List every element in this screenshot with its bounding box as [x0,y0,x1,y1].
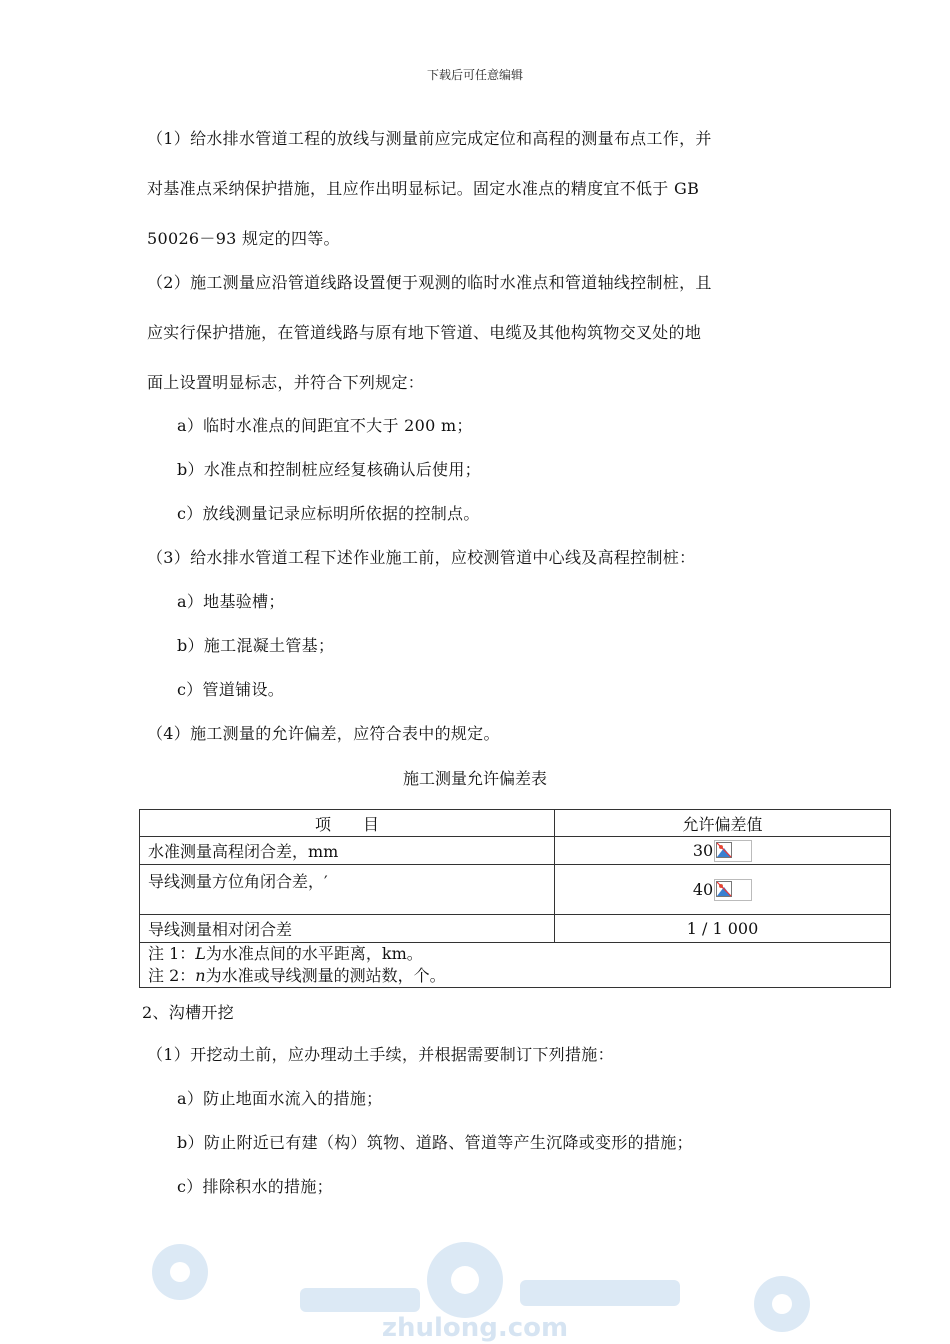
table-cell [555,865,891,915]
list-item: c）排除积水的措施； [177,1177,333,1196]
table-row [140,915,891,943]
note-variable: n [195,966,206,985]
table-caption: 施工测量允许偏差表 [402,769,547,788]
table-cell-value: 30 [692,841,714,860]
page-header: 下载后可任意编辑 [426,68,523,82]
note-text: 为水准或导线测量的测站数，个。 [205,966,446,985]
watermark-text: zhulong.com [381,1313,569,1343]
table-row [140,865,891,915]
table-notes [140,943,891,988]
paragraph-line: 应实行保护措施，在管道线路与原有地下管道、电缆及其他构筑物交叉处的地 [147,323,702,342]
table-cell: 水准测量高程闭合差，mm [140,837,555,865]
paragraph-line: （2）施工测量应沿管道线路设置便于观测的临时水准点和管道轴线控制桩，且 [147,273,712,292]
list-item: a）临时水准点的间距宜不大于 200 m； [177,416,473,435]
paragraph-line: 面上设置明显标志，并符合下列规定： [147,373,425,392]
paragraph-line: 50026－93 规定的四等。 [147,229,340,248]
note-variable: L [195,944,206,963]
paragraph-line: （3）给水排水管道工程下述作业施工前，应校测管道中心线及高程控制桩： [147,548,696,567]
column-header: 项 目 [140,810,555,837]
paragraph-line: （4）施工测量的允许偏差，应符合表中的规定。 [147,724,500,743]
table-cell: 导线测量相对闭合差 [140,915,555,943]
list-item: b）防止附近已有建（构）筑物、道路、管道等产生沉降或变形的措施； [177,1133,693,1152]
table-cell: 导线测量方位角闭合差，′ [140,865,555,915]
paragraph-line: （1）给水排水管道工程的放线与测量前应完成定位和高程的测量布点工作，并 [147,129,712,148]
table-notes-row [140,943,891,988]
list-item: b）水准点和控制桩应经复核确认后使用； [177,460,481,479]
table-note [148,943,882,965]
list-item: c）管道铺设。 [177,680,285,699]
paragraph-line: 对基准点采纳保护措施，且应作出明显标记。固定水准点的精度宜不低于 GB [147,179,700,198]
table-cell-value: 40 [692,880,714,899]
note-prefix: 注 1： [148,944,196,963]
table-row [140,837,891,865]
table-header-row [140,810,891,837]
deviation-table [139,809,891,988]
note-prefix: 注 2： [148,966,196,985]
paragraph-line: （1）开挖动土前，应办理动土手续，并根据需要制订下列措施： [147,1045,614,1064]
list-item: a）防止地面水流入的措施； [177,1089,383,1108]
note-text: 为水准点间的水平距离，km。 [205,944,423,963]
broken-image-icon [714,879,752,901]
table-note [148,965,882,987]
watermark-logo [0,1228,950,1344]
section-heading: 2、沟槽开挖 [142,1003,234,1022]
table-cell [555,837,891,865]
table-cell: 1 / 1 000 [555,915,891,943]
broken-image-icon [714,840,752,862]
list-item: c）放线测量记录应标明所依据的控制点。 [177,504,480,523]
column-header: 允许偏差值 [555,810,891,837]
list-item: a）地基验槽； [177,592,285,611]
list-item: b）施工混凝土管基； [177,636,335,655]
